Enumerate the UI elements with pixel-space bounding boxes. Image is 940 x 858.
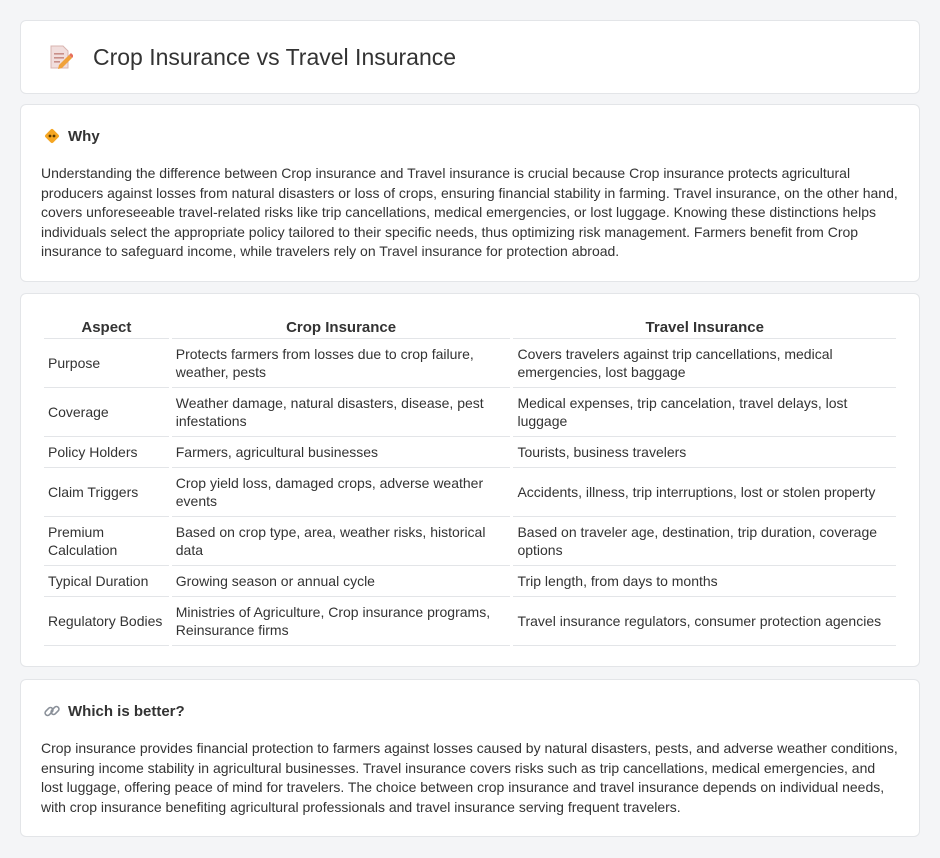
why-text: Understanding the difference between Crop insurance and Travel insurance is crucial because Crop insurance protects agricultural producers against losses from natural disasters or loss of crops, ensuring financial stability in farming. Travel insurance, on the other hand, covers unforeseeable travel-related risks like trip cancellations, medical emergencies, or lost luggage. Knowing these distinctions helps individuals select the appropriate policy tailored to their specific needs, thus optimizing risk management. Farmers benefit from Crop insurance to safeguard income, while travelers rely on Travel insurance for protection abroad.: [41, 165, 898, 260]
row-crop: Ministries of Agriculture, Crop insurance programs, Reinsurance firms: [172, 597, 511, 646]
table-row: [44, 517, 896, 566]
title-row: [47, 43, 456, 71]
row-travel: Accidents, illness, trip interruptions, lost or stolen property: [513, 468, 896, 517]
header-crop-insurance: Crop Insurance: [172, 317, 511, 339]
page-title: Crop Insurance vs Travel Insurance: [93, 43, 457, 70]
table-row: [44, 566, 896, 597]
comparison-section: [20, 293, 920, 667]
header-travel-insurance: Travel Insurance: [513, 317, 896, 339]
row-crop: Growing season or annual cycle: [172, 566, 511, 597]
why-heading: [43, 127, 100, 145]
row-travel: Medical expenses, trip cancelation, travel delays, lost luggage: [513, 388, 896, 437]
link-icon: [43, 702, 61, 720]
table-row: [44, 339, 896, 388]
row-crop: Crop yield loss, damaged crops, adverse weather events: [172, 468, 511, 517]
header-aspect: Aspect: [44, 317, 169, 339]
better-heading: [43, 702, 185, 720]
which-is-better-section: [20, 679, 920, 837]
row-travel: Trip length, from days to months: [513, 566, 896, 597]
table-row: [44, 597, 896, 646]
row-travel: Covers travelers against trip cancellations, medical emergencies, lost baggage: [513, 339, 896, 388]
table-row: [44, 437, 896, 468]
better-title: Which is better?: [68, 702, 185, 720]
header-card: [20, 20, 920, 94]
row-travel: Tourists, business travelers: [513, 437, 896, 468]
row-crop: Weather damage, natural disasters, disease, pest infestations: [172, 388, 511, 437]
row-aspect: Regulatory Bodies: [44, 597, 169, 646]
why-title: Why: [68, 127, 100, 145]
row-crop: Farmers, agricultural businesses: [172, 437, 511, 468]
row-aspect: Coverage: [44, 388, 169, 437]
row-crop: Protects farmers from losses due to crop failure, weather, pests: [172, 339, 511, 388]
row-aspect: Premium Calculation: [44, 517, 169, 566]
diamond-sign-icon: [43, 127, 61, 145]
row-travel: Travel insurance regulators, consumer protection agencies: [513, 597, 896, 646]
comparison-table: [41, 317, 899, 646]
row-aspect: Purpose: [44, 339, 169, 388]
table-row: [44, 468, 896, 517]
better-text: Crop insurance provides financial protection to farmers against losses caused by natural disasters, pests, and adverse weather conditions, ensuring income stability in agricultural businesses. Travel insurance covers risks such as trip cancellations, medical emergencies, and lost luggage, offering peace of mind for travelers. The choice between crop insurance and travel insurance depends on individual needs, with crop insurance benefiting agricultural professionals and travel insurance serving frequent travelers.: [41, 740, 898, 815]
row-aspect: Claim Triggers: [44, 468, 169, 517]
row-crop: Based on crop type, area, weather risks, historical data: [172, 517, 511, 566]
table-header-row: [44, 317, 896, 339]
document-pencil-icon: [47, 43, 73, 71]
table-row: [44, 388, 896, 437]
row-travel: Based on traveler age, destination, trip duration, coverage options: [513, 517, 896, 566]
why-section: [20, 104, 920, 282]
row-aspect: Typical Duration: [44, 566, 169, 597]
row-aspect: Policy Holders: [44, 437, 169, 468]
